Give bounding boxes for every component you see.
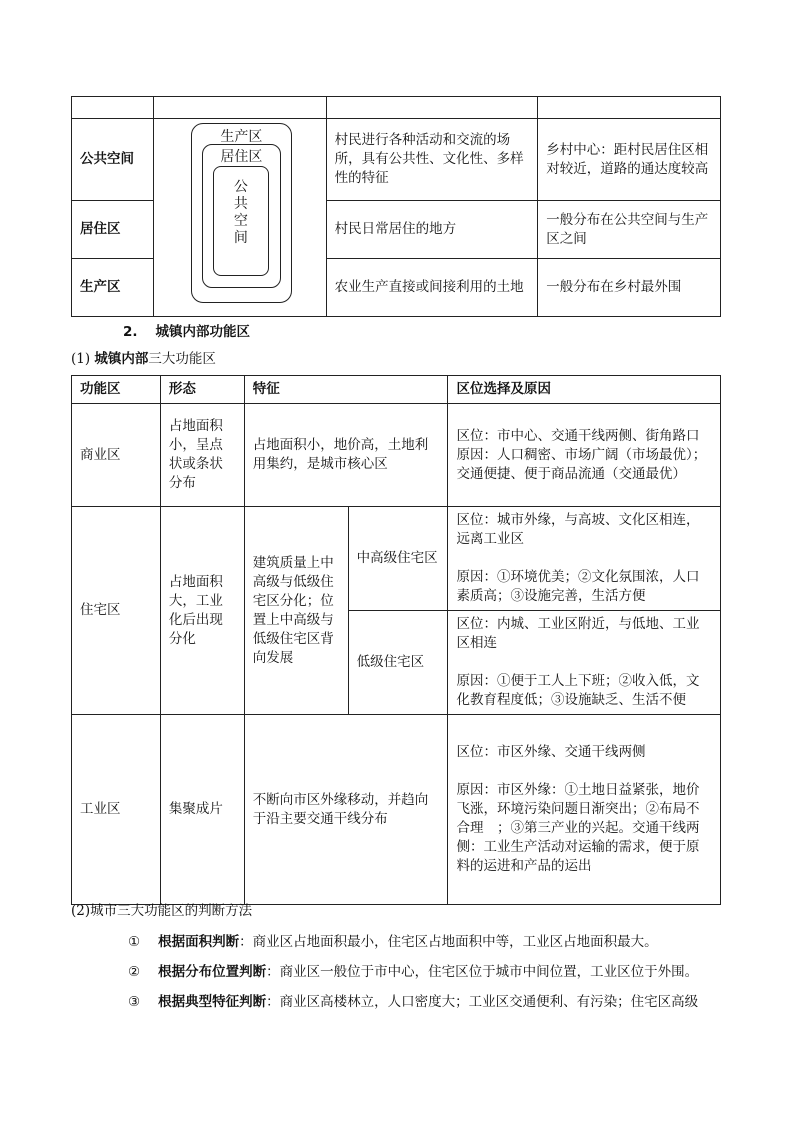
row-name: 公共空间 bbox=[72, 119, 154, 201]
table-row bbox=[72, 119, 721, 201]
zone-location: 区位：内城、工业区附近，与低地、工业区相连 原因：①便于工人上下班；②收入低，文化教育程度低；③设施缺乏、生活不便 bbox=[448, 611, 721, 715]
inner-zone bbox=[213, 166, 269, 276]
table-row bbox=[72, 97, 721, 119]
method-item: ③ 根据典型特征判断：商业区高楼林立，人口密度大；工业区交通便利、有污染；住宅区高级 bbox=[128, 994, 699, 1010]
subsection-1-title: (1) 城镇内部三大功能区 bbox=[71, 351, 216, 367]
row-loc: 一般分布在乡村最外围 bbox=[538, 259, 721, 317]
row-name: 居住区 bbox=[72, 201, 154, 259]
inner-zone-label: 公共空间 bbox=[233, 179, 248, 246]
sub-zone-name: 中高级住宅区 bbox=[348, 507, 448, 611]
zone-location: 区位：城市外缘，与高坡、文化区相连，远离工业区 原因：①环境优美；②文化氛围浓，人口素质高；③设施完善，生活方便 bbox=[448, 507, 721, 611]
sub-zone-name: 低级住宅区 bbox=[348, 611, 448, 715]
header-cell: 形态 bbox=[160, 376, 244, 404]
middle-zone-label: 居住区 bbox=[220, 149, 263, 165]
zone-location: 区位：市区外缘、交通干线两侧 原因：市区外缘：①土地日益紧张，地价飞涨，环境污染问题日渐突出；②布局不合理 ；③第三产业的兴起。交通干线两侧：工业生产活动对运输的需求，便于原料的运进和产品的运出 bbox=[448, 715, 721, 905]
row-loc: 一般分布在公共空间与生产区之间 bbox=[538, 201, 721, 259]
header-cell: 功能区 bbox=[72, 376, 161, 404]
zone-location: 区位：市中心、交通干线两侧、街角路口 原因：人口稠密、市场广阔（市场最优）；交通便捷、便于商品流通（交通最优） bbox=[448, 404, 721, 507]
row-desc: 村民进行各种活动和交流的场所，具有公共性、文化性、多样性的特征 bbox=[326, 119, 538, 201]
header-cell: 区位选择及原因 bbox=[448, 376, 721, 404]
urban-function-table bbox=[71, 375, 721, 905]
row-loc: 乡村中心：距村民居住区相对较近，道路的通达度较高 bbox=[538, 119, 721, 201]
outer-zone-label: 生产区 bbox=[220, 129, 263, 145]
table-header-row bbox=[72, 376, 721, 404]
zone-name: 商业区 bbox=[72, 404, 161, 507]
zone-feature: 不断向市区外缘移动，并趋向于沿主要交通干线分布 bbox=[244, 715, 448, 905]
zone-shape: 占地面积大，工业化后出现分化 bbox=[160, 507, 244, 715]
zone-name: 住宅区 bbox=[72, 507, 161, 715]
method-item: ① 根据面积判断：商业区占地面积最小，住宅区占地面积中等，工业区占地面积最大。 bbox=[128, 934, 658, 950]
table-row bbox=[72, 404, 721, 507]
zone-name: 工业区 bbox=[72, 715, 161, 905]
row-desc: 村民日常居住的地方 bbox=[326, 201, 538, 259]
rural-space-table bbox=[71, 96, 721, 317]
subsection-2-title: (2)城市三大功能区的判断方法 bbox=[71, 903, 253, 919]
row-name: 生产区 bbox=[72, 259, 154, 317]
zone-feature: 建筑质量上中高级与低级住宅区分化；位置上中高级与低级住宅区背向发展 bbox=[244, 507, 348, 715]
method-item: ② 根据分布位置判断：商业区一般位于市中心，住宅区位于城市中间位置，工业区位于外围。 bbox=[128, 964, 699, 980]
zone-shape: 集聚成片 bbox=[160, 715, 244, 905]
section-heading: 2. 城镇内部功能区 bbox=[123, 324, 251, 340]
row-desc: 农业生产直接或间接利用的土地 bbox=[326, 259, 538, 317]
rural-structure-diagram bbox=[153, 119, 326, 317]
header-cell: 特征 bbox=[244, 376, 448, 404]
table-row bbox=[72, 507, 721, 611]
zone-shape: 占地面积小，呈点状或条状分布 bbox=[160, 404, 244, 507]
zone-feature: 占地面积小，地价高，土地利用集约，是城市核心区 bbox=[244, 404, 448, 507]
table-row bbox=[72, 715, 721, 905]
